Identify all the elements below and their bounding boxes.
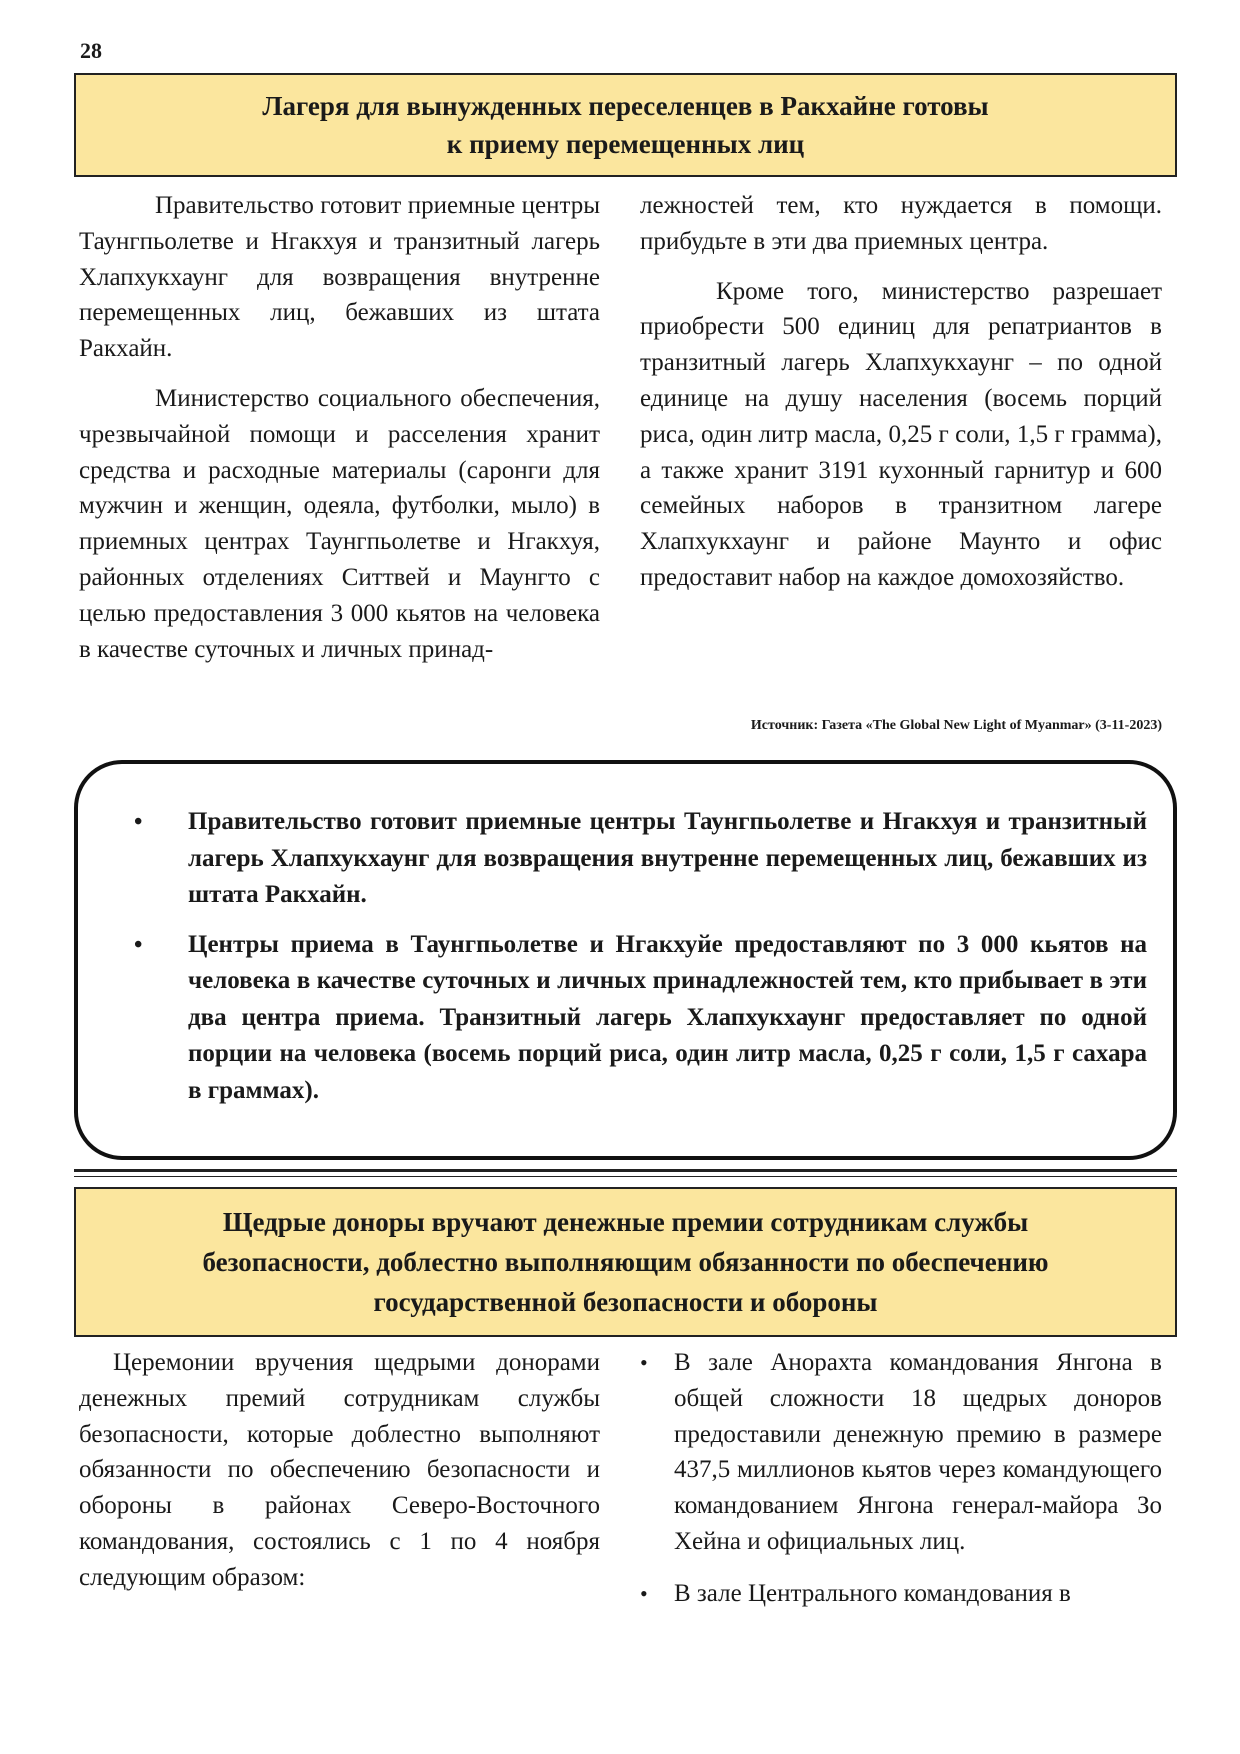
article-1-left-column: [79, 188, 600, 667]
summary-item: [104, 804, 1147, 914]
article-2-title-line-3: государственной безопасности и обороны: [373, 1287, 878, 1317]
article-1-paragraph: Правительство готовит приемные центры Таунгпьолетве и Нгакхуя и транзитный лагерь Хлапхукхаунг для возвращения внутренне перемещенных лиц, бежавших из штата Ракхайн.: [79, 192, 600, 363]
article-2-title-line-1: Щедрые доноры вручают денежные премии сотрудникам службы: [222, 1207, 1029, 1237]
summary-item-text: Центры приема в Таунгпьолетве и Нгакхуйе предоставляют по 3 000 кьятов на человека в качестве суточных и личных принадлежностей тем, кто прибывает в эти два центра приема. Транзитный лагерь Хлапхукхаунг предоставляет по одной порции на человека (восемь порций риса, один литр масла, 0,25 г соли, 1,5 г сахара в граммах).: [188, 930, 1147, 1104]
article-2-list-item-text: В зале Центрального командования в: [674, 1579, 1071, 1607]
article-1-title-line-1: Лагеря для вынужденных переселенцев в Ракхайне готовы: [262, 91, 989, 121]
article-2-list-item-text: В зале Анорахта командования Янгона в общей сложности 18 щедрых доноров предоставили денежную премию в размере 437,5 миллионов кьятов через командующего командованием Янгона генерал-майора Зо Хейна и официальных лиц.: [674, 1349, 1162, 1555]
article-1-paragraph: Министерство социального обеспечения, чрезвычайной помощи и расселения хранит средства и расходные материалы (саронги для мужчин и женщин, одеяла, футболки, мыло) в приемных центрах Таунгпьолетве и Нгакхуя, районных отделениях Ситтвей и Маунгто с целью предоставления 3 000 кьятов на человека в качестве суточных и личных принад-: [79, 384, 600, 663]
article-2-list-item: [640, 1576, 1162, 1612]
article-1-source: Источник: Газета «The Global New Light of Myanmar» (3-11-2023): [750, 718, 1162, 733]
article-2-title-box: [74, 1187, 1177, 1337]
article-2-list: [640, 1345, 1162, 1612]
article-1-paragraph-continuation: лежностей тем, кто нуждается в помощи. прибудьте в эти два приемных центра.: [640, 192, 1162, 255]
article-2-left-column: [79, 1345, 600, 1596]
summary-item-text: Правительство готовит приемные центры Таунгпьолетве и Нгакхуя и транзитный лагерь Хлапхукхаунг для возвращения внутренне перемещенных лиц, бежавших из штата Ракхайн.: [188, 808, 1147, 908]
article-2-paragraph: Церемонии вручения щедрыми донорами денежных премий сотрудникам службы безопасности, которые доблестно выполняют обязанности по обеспечению безопасности и обороны в районах Северо-Восточного командования, состоялись с 1 по 4 ноября следующим образом:: [79, 1349, 600, 1591]
article-2-right-column: [640, 1345, 1162, 1612]
summary-box: [74, 760, 1177, 1160]
bullet-icon: •: [134, 931, 143, 958]
article-1-title-line-2: к приему перемещенных лиц: [446, 129, 805, 159]
bullet-icon: •: [640, 1580, 648, 1606]
article-2-title-line-2: безопасности, доблестно выполняющим обязанности по обеспечению: [202, 1247, 1049, 1277]
summary-item: [104, 927, 1147, 1110]
section-divider: [74, 1169, 1177, 1177]
summary-list: [104, 804, 1147, 1109]
article-1-title-box: [74, 73, 1177, 177]
article-1-right-column: [640, 188, 1162, 596]
article-1-paragraph: Кроме того, министерство разрешает приобрести 500 единиц для репатриантов в транзитный лагерь Хлапхукхаунг – по одной единице на душу населения (восемь порций риса, один литр масла, 0,25 г соли, 1,5 г грамма), а также хранит 3191 кухонный гарнитур и 600 семейных наборов в транзитном лагере Хлапхукхаунг и районе Маунто и офис предоставит набор на каждое домохозяйство.: [640, 277, 1162, 591]
page-number: 28: [80, 38, 102, 63]
article-2-list-item: [640, 1345, 1162, 1560]
bullet-icon: •: [134, 809, 143, 835]
bullet-icon: •: [640, 1350, 648, 1375]
